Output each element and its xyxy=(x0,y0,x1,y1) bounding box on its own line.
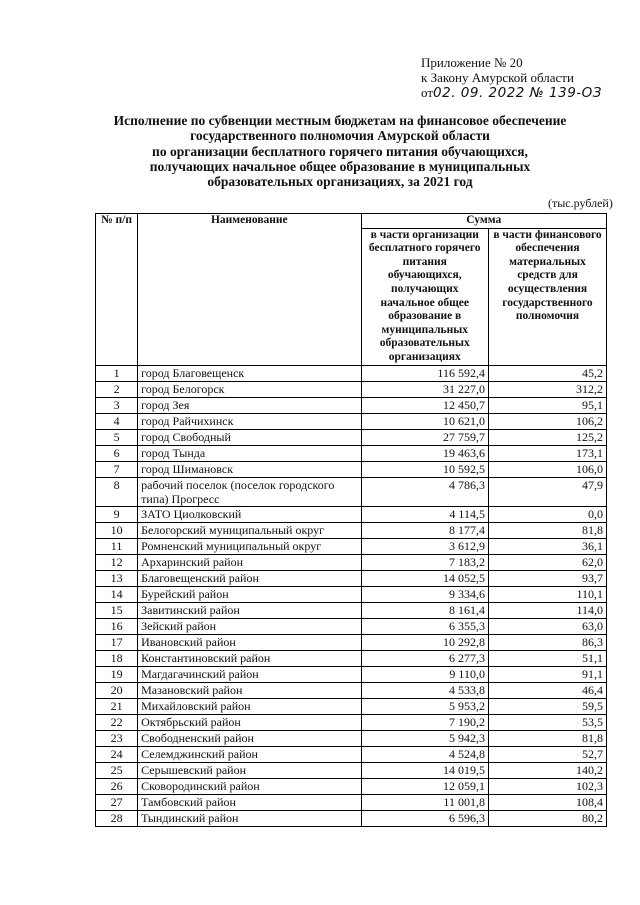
row-number: 26 xyxy=(96,778,138,794)
row-number: 7 xyxy=(96,461,138,477)
row-value-meals: 4 114,5 xyxy=(361,506,488,522)
row-value-materials: 140,2 xyxy=(488,762,606,778)
appendix-law: к Закону Амурской области xyxy=(421,70,574,85)
row-value-meals: 31 227,0 xyxy=(361,381,488,397)
title-line-5: образовательных организациях, за 2021 год xyxy=(207,174,473,190)
row-value-meals: 116 592,4 xyxy=(361,365,488,381)
row-number: 22 xyxy=(96,714,138,730)
row-value-materials: 93,7 xyxy=(488,570,606,586)
row-name: ЗАТО Циолковский xyxy=(138,506,361,522)
row-value-materials: 63,0 xyxy=(488,618,606,634)
row-name: город Благовещенск xyxy=(138,365,361,381)
table-body xyxy=(96,365,607,826)
table-row xyxy=(96,506,607,522)
row-value-materials: 106,2 xyxy=(488,413,606,429)
row-value-materials: 86,3 xyxy=(488,634,606,650)
row-number: 23 xyxy=(96,730,138,746)
row-number: 14 xyxy=(96,586,138,602)
row-number: 4 xyxy=(96,413,138,429)
header-col-a: в части организации бесплатного горячего питания обучающихся, получающих начальное общее образование в муниципальных образовательных организациях xyxy=(361,228,488,365)
row-number: 24 xyxy=(96,746,138,762)
row-number: 17 xyxy=(96,634,138,650)
row-number: 8 xyxy=(96,477,138,506)
row-name: Бурейский район xyxy=(138,586,361,602)
row-number: 18 xyxy=(96,650,138,666)
row-name: город Райчихинск xyxy=(138,413,361,429)
table-row xyxy=(96,397,607,413)
row-number: 5 xyxy=(96,429,138,445)
table-row xyxy=(96,682,607,698)
row-number: 21 xyxy=(96,698,138,714)
table-row xyxy=(96,746,607,762)
table-row xyxy=(96,429,607,445)
header-col-b: в части финансового обеспечения материальных средств для осуществления государственного полномочия xyxy=(488,228,606,365)
table-row xyxy=(96,522,607,538)
table-row xyxy=(96,698,607,714)
row-value-meals: 6 355,3 xyxy=(361,618,488,634)
row-number: 13 xyxy=(96,570,138,586)
row-value-materials: 312,2 xyxy=(488,381,606,397)
row-name: город Свободный xyxy=(138,429,361,445)
table-row xyxy=(96,477,607,506)
table-row xyxy=(96,461,607,477)
row-value-meals: 27 759,7 xyxy=(361,429,488,445)
table-row xyxy=(96,381,607,397)
row-value-materials: 46,4 xyxy=(488,682,606,698)
row-name: Белогорский муниципальный округ xyxy=(138,522,361,538)
row-value-materials: 114,0 xyxy=(488,602,606,618)
table-row xyxy=(96,778,607,794)
row-name: Ромненский муниципальный округ xyxy=(138,538,361,554)
row-value-materials: 173,1 xyxy=(488,445,606,461)
row-value-materials: 51,1 xyxy=(488,650,606,666)
row-number: 25 xyxy=(96,762,138,778)
row-value-meals: 8 177,4 xyxy=(361,522,488,538)
row-number: 28 xyxy=(96,810,138,826)
table-row xyxy=(96,365,607,381)
row-name: город Белогорск xyxy=(138,381,361,397)
row-value-meals: 6 277,3 xyxy=(361,650,488,666)
row-name: Мазановский район xyxy=(138,682,361,698)
header-sum: Сумма xyxy=(361,214,607,229)
row-value-meals: 10 621,0 xyxy=(361,413,488,429)
table-row xyxy=(96,586,607,602)
row-number: 20 xyxy=(96,682,138,698)
row-value-materials: 108,4 xyxy=(488,794,606,810)
row-value-meals: 9 334,6 xyxy=(361,586,488,602)
row-value-meals: 10 592,5 xyxy=(361,461,488,477)
table-row xyxy=(96,650,607,666)
row-value-meals: 12 059,1 xyxy=(361,778,488,794)
row-value-meals: 12 450,7 xyxy=(361,397,488,413)
row-value-meals: 6 596,3 xyxy=(361,810,488,826)
subvention-table xyxy=(95,213,607,827)
row-value-materials: 47,9 xyxy=(488,477,606,506)
row-value-materials: 0,0 xyxy=(488,506,606,522)
row-value-materials: 62,0 xyxy=(488,554,606,570)
handwritten-date: 02. 09. 2022 № 139-ОЗ xyxy=(433,85,602,101)
row-number: 27 xyxy=(96,794,138,810)
table-row xyxy=(96,794,607,810)
table-row xyxy=(96,413,607,429)
row-number: 1 xyxy=(96,365,138,381)
row-number: 16 xyxy=(96,618,138,634)
appendix-header xyxy=(421,55,602,101)
row-value-materials: 80,2 xyxy=(488,810,606,826)
table-row xyxy=(96,538,607,554)
row-name: Селемджинский район xyxy=(138,746,361,762)
table-row xyxy=(96,445,607,461)
row-value-meals: 11 001,8 xyxy=(361,794,488,810)
row-value-materials: 91,1 xyxy=(488,666,606,682)
row-value-meals: 14 052,5 xyxy=(361,570,488,586)
row-name: Благовещенский район xyxy=(138,570,361,586)
row-number: 9 xyxy=(96,506,138,522)
row-value-meals: 4 786,3 xyxy=(361,477,488,506)
appendix-date-line xyxy=(421,85,602,101)
row-number: 6 xyxy=(96,445,138,461)
row-name: город Тында xyxy=(138,445,361,461)
title-line-1: Исполнение по субвенции местным бюджетам на финансовое обеспечение xyxy=(113,113,567,128)
row-name: Октябрьский район xyxy=(138,714,361,730)
row-value-meals: 4 524,8 xyxy=(361,746,488,762)
row-name: Ивановский район xyxy=(138,634,361,650)
row-value-meals: 8 161,4 xyxy=(361,602,488,618)
row-value-materials: 102,3 xyxy=(488,778,606,794)
row-value-meals: 19 463,6 xyxy=(361,445,488,461)
row-value-materials: 81,8 xyxy=(488,730,606,746)
table-row xyxy=(96,714,607,730)
row-value-materials: 45,2 xyxy=(488,365,606,381)
row-value-meals: 4 533,8 xyxy=(361,682,488,698)
row-value-meals: 9 110,0 xyxy=(361,666,488,682)
row-name: Сковородинский район xyxy=(138,778,361,794)
row-number: 10 xyxy=(96,522,138,538)
row-name: Константиновский район xyxy=(138,650,361,666)
row-name: Тындинский район xyxy=(138,810,361,826)
header-num: № п/п xyxy=(96,214,138,366)
row-value-meals: 7 190,2 xyxy=(361,714,488,730)
units-label: (тыс.рублей) xyxy=(548,196,613,210)
title-line-2: государственного полномочия Амурской области xyxy=(190,128,490,144)
row-name: город Шимановск xyxy=(138,461,361,477)
row-value-materials: 52,7 xyxy=(488,746,606,762)
row-value-meals: 10 292,8 xyxy=(361,634,488,650)
table-row xyxy=(96,810,607,826)
row-value-materials: 125,2 xyxy=(488,429,606,445)
row-name: Магдагачинский район xyxy=(138,666,361,682)
row-name: Свободненский район xyxy=(138,730,361,746)
header-name: Наименование xyxy=(138,214,361,366)
row-number: 19 xyxy=(96,666,138,682)
table-row xyxy=(96,666,607,682)
appendix-date-prefix: от xyxy=(421,85,434,100)
title-line-4: получающих начальное общее образование в муниципальных xyxy=(149,158,531,174)
title-line-3: по организации бесплатного горячего питания обучающихся, xyxy=(152,143,528,159)
row-number: 2 xyxy=(96,381,138,397)
row-value-meals: 5 942,3 xyxy=(361,730,488,746)
row-name: рабочий поселок (поселок городского типа) Прогресс xyxy=(138,477,361,506)
row-name: город Зея xyxy=(138,397,361,413)
row-number: 3 xyxy=(96,397,138,413)
row-number: 15 xyxy=(96,602,138,618)
table-row xyxy=(96,602,607,618)
table-row xyxy=(96,762,607,778)
row-value-materials: 95,1 xyxy=(488,397,606,413)
row-number: 12 xyxy=(96,554,138,570)
row-value-meals: 3 612,9 xyxy=(361,538,488,554)
row-value-meals: 5 953,2 xyxy=(361,698,488,714)
row-value-materials: 106,0 xyxy=(488,461,606,477)
appendix-number: Приложение № 20 xyxy=(421,55,523,70)
row-value-materials: 81,8 xyxy=(488,522,606,538)
row-name: Михайловский район xyxy=(138,698,361,714)
document-title xyxy=(70,113,610,189)
table-row xyxy=(96,634,607,650)
row-name: Тамбовский район xyxy=(138,794,361,810)
row-name: Зейский район xyxy=(138,618,361,634)
row-value-materials: 59,5 xyxy=(488,698,606,714)
row-name: Архаринский район xyxy=(138,554,361,570)
row-name: Серышевский район xyxy=(138,762,361,778)
row-value-meals: 14 019,5 xyxy=(361,762,488,778)
row-value-meals: 7 183,2 xyxy=(361,554,488,570)
row-value-materials: 110,1 xyxy=(488,586,606,602)
row-value-materials: 36,1 xyxy=(488,538,606,554)
table-row xyxy=(96,554,607,570)
table-row xyxy=(96,618,607,634)
table-row xyxy=(96,730,607,746)
row-value-materials: 53,5 xyxy=(488,714,606,730)
table-row xyxy=(96,570,607,586)
row-name: Завитинский район xyxy=(138,602,361,618)
row-number: 11 xyxy=(96,538,138,554)
